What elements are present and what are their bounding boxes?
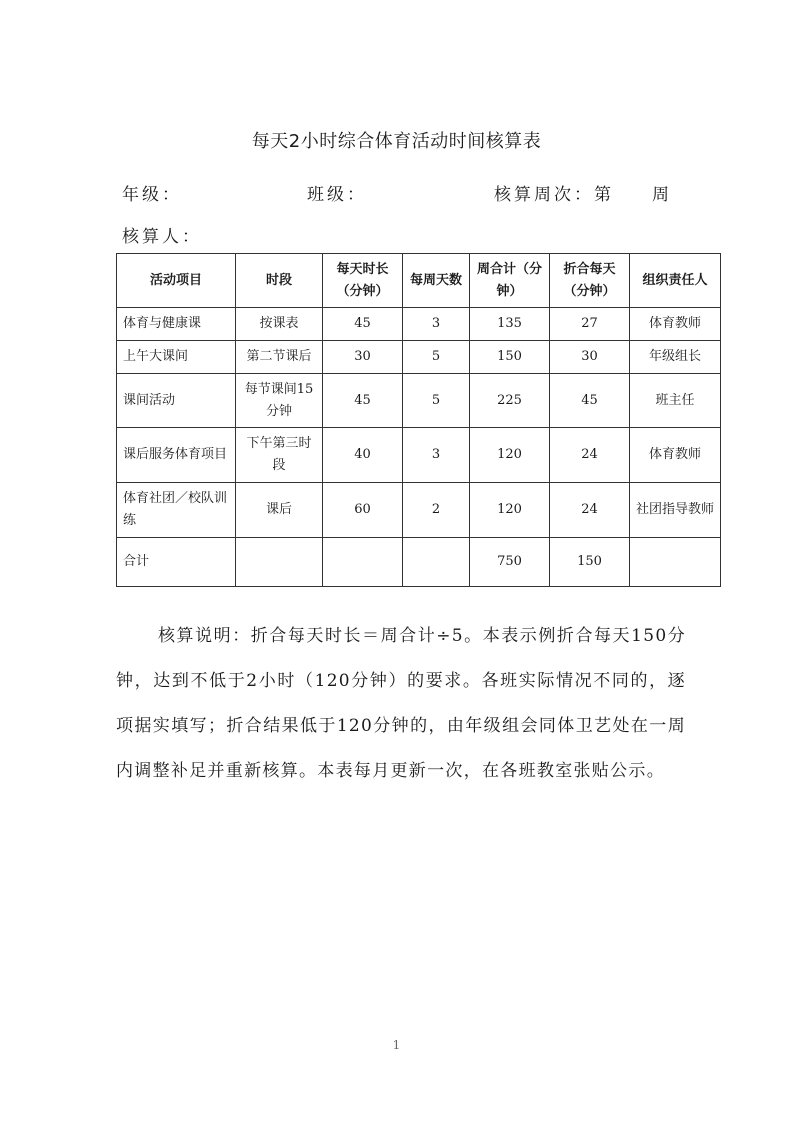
cell-responsible-person: 社团指导教师	[630, 483, 721, 538]
cell-activity: 上午大课间	[117, 341, 236, 374]
page-number: 1	[392, 1038, 401, 1052]
table-row	[117, 341, 721, 374]
week-label-prefix: 核算周次：第	[494, 185, 614, 205]
cell-responsible-person: 体育教师	[630, 308, 721, 341]
document-title: 每天2小时综合体育活动时间核算表	[251, 131, 542, 152]
cell-days-per-week: 3	[403, 308, 470, 341]
cell-total-label: 合计	[117, 538, 236, 587]
cell-activity: 体育社团／校队训练	[117, 483, 236, 538]
cell-activity: 课后服务体育项目	[117, 428, 236, 483]
cell-weekly-total: 225	[470, 374, 550, 428]
table-row	[117, 308, 721, 341]
table-header-row	[117, 254, 721, 308]
cell-weekly-total: 120	[470, 483, 550, 538]
cell-days-per-week: 3	[403, 428, 470, 483]
class-label: 班级：	[307, 185, 367, 205]
cell-weekly-total: 750	[470, 538, 550, 587]
cell-period: 下午第三时段	[236, 428, 323, 483]
table-row	[117, 374, 721, 428]
cell-period: 每节课间15分钟	[236, 374, 323, 428]
calculator-label: 核算人：	[122, 227, 202, 247]
header-days-per-week: 每周天数	[403, 254, 470, 308]
header-daily-duration: 每天时长（分钟）	[323, 254, 403, 308]
cell-days-per-week	[403, 538, 470, 587]
cell-period: 课后	[236, 483, 323, 538]
header-activity: 活动项目	[117, 254, 236, 308]
calculation-note: 核算说明：折合每天时长＝周合计÷5。本表示例折合每天150分钟，达到不低于2小时（120分钟）的要求。各班实际情况不同的，逐项据实填写；折合结果低于120分钟的，由年级组会同体卫艺处在一周内调整补足并重新核算。本表每月更新一次，在各班教室张贴公示。	[116, 626, 686, 781]
cell-daily-equivalent: 24	[550, 428, 630, 483]
week-label	[494, 180, 672, 205]
week-label-suffix: 周	[652, 185, 672, 205]
cell-responsible-person: 体育教师	[630, 428, 721, 483]
cell-daily-equivalent: 27	[550, 308, 630, 341]
table-total-row	[117, 538, 721, 587]
cell-daily-equivalent: 45	[550, 374, 630, 428]
cell-daily-equivalent: 150	[550, 538, 630, 587]
cell-activity: 课间活动	[117, 374, 236, 428]
cell-weekly-total: 135	[470, 308, 550, 341]
header-daily-equivalent: 折合每天（分钟）	[550, 254, 630, 308]
header-weekly-total: 周合计（分钟）	[470, 254, 550, 308]
cell-days-per-week: 5	[403, 341, 470, 374]
header-period: 时段	[236, 254, 323, 308]
cell-responsible-person: 年级组长	[630, 341, 721, 374]
header-responsible-person: 组织责任人	[630, 254, 721, 308]
cell-daily-duration: 40	[323, 428, 403, 483]
table-row	[117, 428, 721, 483]
cell-daily-equivalent: 24	[550, 483, 630, 538]
activity-time-table	[116, 253, 721, 587]
cell-daily-equivalent: 30	[550, 341, 630, 374]
cell-period: 按课表	[236, 308, 323, 341]
cell-daily-duration: 45	[323, 374, 403, 428]
cell-weekly-total: 120	[470, 428, 550, 483]
cell-weekly-total: 150	[470, 341, 550, 374]
grade-label: 年级：	[122, 185, 182, 205]
cell-responsible-person	[630, 538, 721, 587]
cell-period: 第二节课后	[236, 341, 323, 374]
cell-daily-duration	[323, 538, 403, 587]
cell-daily-duration: 60	[323, 483, 403, 538]
cell-daily-duration: 30	[323, 341, 403, 374]
cell-period	[236, 538, 323, 587]
cell-days-per-week: 5	[403, 374, 470, 428]
cell-days-per-week: 2	[403, 483, 470, 538]
cell-responsible-person: 班主任	[630, 374, 721, 428]
cell-activity: 体育与健康课	[117, 308, 236, 341]
cell-daily-duration: 45	[323, 308, 403, 341]
table-row	[117, 483, 721, 538]
